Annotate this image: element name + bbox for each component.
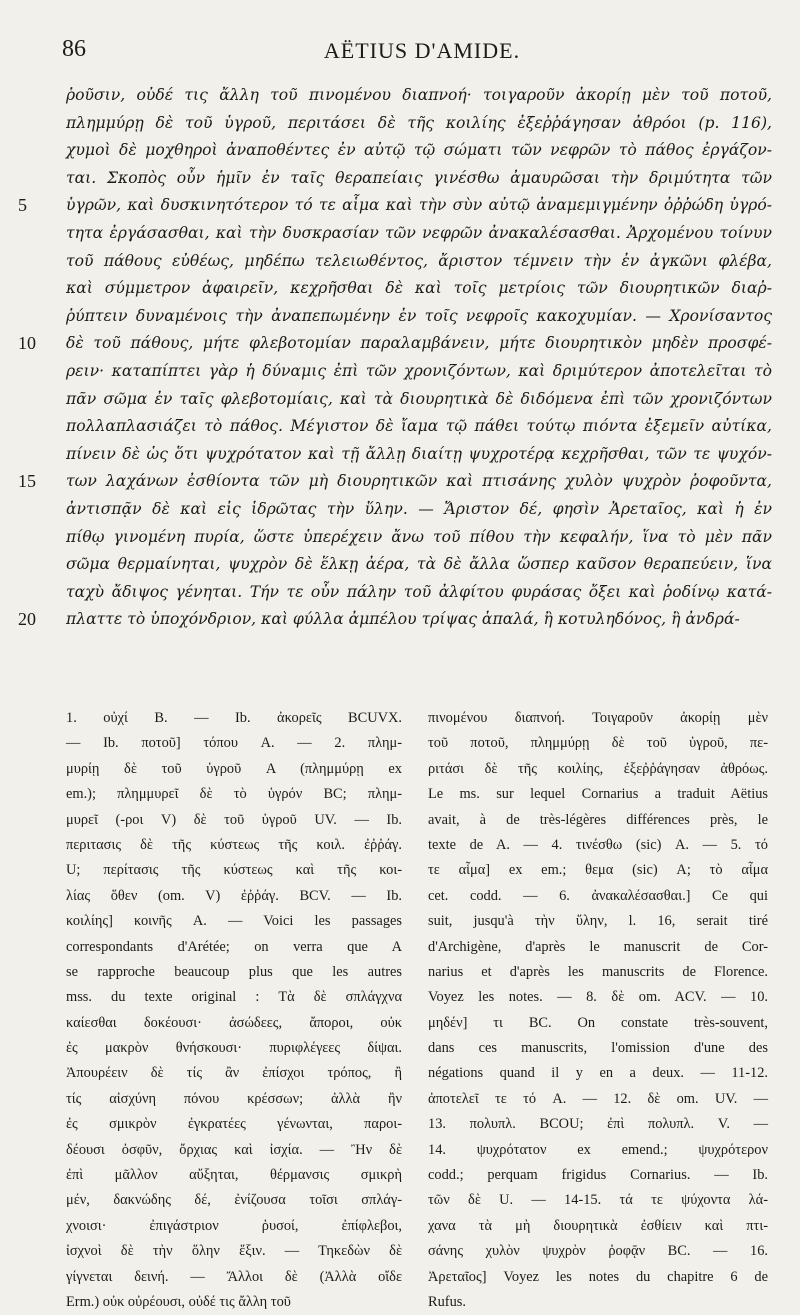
line-text: ὑγρῶν, καὶ δυσκινητότερον τό τε αἷμα καὶ τὴν σὺν αὐτῷ ἀναμεμιγμένην ὀῤῥώδη ὑγρό- <box>66 196 772 215</box>
footnote-line: ἐς μακρὸν θνήσκουσι· πυριφλέγεες δίψαι. <box>66 1040 402 1057</box>
line-text: ταχὺ ἄδιψος γένηται. Τήν τε οὖν πάλην τοῦ ἀλφίτου φυράσας ὄξει καὶ ῥοδίνῳ κατά- <box>66 582 772 601</box>
line-number: 5 <box>18 195 27 216</box>
footnote-line: ἐπὶ μᾶλλον αὔξηται, θέρμανσις σμικρὴ <box>66 1167 402 1184</box>
text-line <box>66 551 772 579</box>
footnote-line: μέν, δακνώδης δέ, ἐνίζουσα τοῖσι σπλάγ- <box>66 1192 402 1209</box>
text-line <box>66 579 772 607</box>
footnote-line: σάνης χυλὸν ψυχρὸν ῥοφᾷν BC. — 16. <box>428 1243 768 1260</box>
text-line <box>66 165 772 193</box>
footnote-line: Le ms. sur lequel Cornarius a traduit Aëtius <box>428 786 768 803</box>
footnote-line: négations quand il y en a deux. — 11-12. <box>428 1065 768 1082</box>
footnote-line: λίας ὅθεν (om. V) ἐῤῥάγ. BCV. — Ib. <box>66 887 402 904</box>
footnote-line: καίεσθαι δοκέουσι· ἀσώδεες, ἄποροι, οὐκ <box>66 1014 402 1031</box>
footnote-line: dans ces manuscrits, l'omission d'une des <box>428 1040 768 1057</box>
text-line <box>18 468 772 496</box>
footnote-line: U; περίτασις τῆς κύστεως καὶ τῆς κοι- <box>66 862 402 879</box>
line-text: πίθῳ γινομένη πυρία, ὥστε ὑπερέχειν ἄνω τοῦ πίθου τὴν κεφαλήν, ἵνα τὸ μὲν πᾶν <box>66 527 772 546</box>
text-line <box>66 248 772 276</box>
footnote-line: περιτασις δὲ τῆς κύστεως τῆς κοιλ. ἐῤῥάγ. <box>66 836 402 853</box>
text-line <box>18 192 772 220</box>
footnote-line: ἐς σμικρὸν ἐγκρατέες γένωνται, παροι- <box>66 1116 402 1133</box>
footnote-line: Rufus. <box>428 1293 466 1310</box>
running-head <box>62 36 782 70</box>
footnotes-left-column <box>66 706 402 1315</box>
footnote-line: 1. οὐχί B. — Ib. ἀκορεῖς BCUVX. <box>66 710 402 726</box>
footnote-line: 14. ψυχρότατον ex emend.; ψυχρότερον <box>428 1141 768 1158</box>
footnote-line: χνοισι· ἐπιγάστριον ῥυσοί, ἐπίφλεβοι, <box>66 1217 402 1234</box>
footnote-line: codd.; perquam frigidus Cornarius. — Ib. <box>428 1167 768 1184</box>
footnote-line: τῶν δὲ U. — 14-15. τά τε ψύχοντα λά- <box>428 1192 768 1209</box>
line-text: πολλαπλασιάζει τὸ πάθος. Μέγιστον δὲ ἴαμα τῷ πάθει τούτῳ πιόντα ἐξεμεῖν αὐτίκα, <box>66 417 772 436</box>
footnote-line: μυρίῃ δὲ τοῦ ὑγροῦ A (πλημμύρῃ ex <box>66 760 402 777</box>
text-line <box>66 275 772 303</box>
text-line <box>66 137 772 165</box>
line-text: πλημμύρῃ δὲ τοῦ ὑγροῦ, περιτάσει δὲ τῆς κοιλίης ἐξεῤῥάγησαν ἀθρόοι (p. 116), <box>66 113 772 132</box>
footnote-line: se rapproche beaucoup plus que les autres <box>66 963 402 980</box>
footnote-line: Voyez les notes. — 8. δὲ om. ACV. — 10. <box>428 989 768 1006</box>
line-text: ἀντισπᾷν δὲ καὶ εἰς ἱδρῶτας τὴν ὕλην. — Ἄριστον δέ, φησὶν Ἀρεταῖος, καὶ ἡ ἐν <box>66 499 772 518</box>
line-text: καὶ σύμμετρον ἀφαιρεῖν, κεχρῆσθαι δὲ καὶ τοῖς μετρίοις τῶν διουρητικῶν διαῤ- <box>66 279 772 298</box>
line-text: τοῦ πάθους εὐθέως, μηδέπω τελειωθέντος, ἄριστον τέμνειν τὴν ἐν ἀγκῶνι φλέβα, <box>66 251 772 270</box>
footnote-line: ἰσχνοὶ δὲ τὴν ὅλην ἕξιν. — Τηκεδὼν δὲ <box>66 1243 402 1260</box>
footnote-line: avait, à de très-légères différences près, le <box>428 811 768 828</box>
footnote-line: mss. du texte original : Τὰ δὲ σπλάγχνα <box>66 989 402 1006</box>
footnote-line: Ἀπουρέειν δὲ τίς ἂν ἐπίσχοι τρόπος, ἢ <box>66 1065 402 1082</box>
line-text: πᾶν σῶμα ἐν ταῖς φλεβοτομίαις, καὶ τὰ διουρητικὰ δὲ διδόμενα ἐπὶ τῶν χρονιζόντων <box>66 389 772 408</box>
page-number: 86 <box>62 36 86 62</box>
greek-main-text <box>18 82 772 634</box>
footnote-line: cet. codd. — 6. ἀνακαλέσασθαι.] Ce qui <box>428 887 768 904</box>
text-line <box>66 82 772 110</box>
line-number: 10 <box>18 333 36 354</box>
line-text: χυμοὶ δὲ μοχθηροὶ ἀναποθέντες ἐν αὐτῷ τῷ σώματι τῶν νεφρῶν τὸ πάθος ἐργάζον- <box>66 141 772 160</box>
text-line <box>66 496 772 524</box>
text-line <box>66 413 772 441</box>
text-line <box>18 330 772 358</box>
line-number: 15 <box>18 471 36 492</box>
text-line <box>66 303 772 331</box>
footnote-line: τε αἷμα] ex em.; θεμα (sic) A; τὸ αἷμα <box>428 862 768 879</box>
text-line <box>66 358 772 386</box>
footnote-line: Erm.) οὐκ οὐρέουσι, οὐδέ τις ἄλλη τοῦ <box>66 1293 291 1310</box>
line-text: τητα ἐργάσασθαι, καὶ τὴν δυσκρασίαν τῶν νεφρῶν ἀνακαλέσασθαι. Ἀρχομένου τοίνυν <box>66 223 772 242</box>
footnote-line: narius et d'après les manuscrits de Florence. <box>428 963 768 980</box>
footnote-line: correspondants d'Arétée; on verra que A <box>66 938 402 955</box>
footnote-line: texte de A. — 4. τινέσθω (sic) A. — 5. τό <box>428 836 768 853</box>
footnote-line: suit, jusqu'à τὴν ὕλην, l. 16, serait tiré <box>428 913 768 930</box>
line-text: ρειν· καταπίπτει γὰρ ἡ δύναμις ἐπὶ τῶν χρονιζόντων, καὶ δριμύτερον ἀποτελεῖται τὸ <box>66 361 772 380</box>
text-line <box>66 441 772 469</box>
text-line <box>66 220 772 248</box>
footnote-line: — Ib. ποτοῦ] τόπου A. — 2. πλημ- <box>66 735 402 752</box>
footnote-line: ριτάσι δὲ τῆς κοιλίης, ἐξεῤῥάγησαν ἀθρόως. <box>428 760 768 777</box>
text-line <box>66 386 772 414</box>
text-line <box>18 606 772 634</box>
text-line <box>66 110 772 138</box>
footnote-line: 13. πολυπλ. BCOU; ἐπὶ πολυπλ. V. — <box>428 1116 768 1133</box>
footnote-line: μυρεῖ (-ροι V) δὲ τοῦ ὑγροῦ UV. — Ib. <box>66 811 402 828</box>
footnote-line: em.); πλημμυρεῖ δὲ τὸ ὑγρόν BC; πλημ- <box>66 786 402 803</box>
line-number: 20 <box>18 609 36 630</box>
line-text: των λαχάνων ἐσθίοντα τῶν μὴ διουρητικῶν καὶ πτισάνης χυλὸν ψυχρὸν ῥοφοῦντα, <box>66 472 772 491</box>
footnote-line: μηδέν] τι BC. On constate très-souvent, <box>428 1014 768 1031</box>
footnote-line: δέουσι ὀσφῦν, ὄρχιας καὶ ἰσχία. — Ἢν δὲ <box>66 1141 402 1158</box>
footnote-line: πινομένου διαπνοή. Τοιγαροῦν ἀκορίῃ μὲν <box>428 710 768 726</box>
footnote-line: γίγνεται δεινή. — Ἄλλοι δὲ (Ἀλλὰ οἴδε <box>66 1268 402 1285</box>
footnotes-right-column <box>428 706 768 1315</box>
footnote-line: τίς αἰσχύνη πόνου κρέσσων; ἀλλὰ ἢν <box>66 1090 402 1107</box>
footnote-line: d'Archigène, d'après le manuscrit de Cor- <box>428 938 768 955</box>
line-text: ῥύπτειν δυναμένοις τὴν ἀναπεπωμένην ἐν τοῖς νεφροῖς κακοχυμίαν. — Χρονίσαντος <box>66 306 772 325</box>
footnote-line: τοῦ ποτοῦ, πλημμύρῃ δὲ τοῦ ὑγροῦ, πε- <box>428 735 768 752</box>
line-text: σῶμα θερμαίνηται, ψυχρὸν δὲ ἕλκῃ ἀέρα, τὰ δὲ ἄλλα ὥσπερ καῦσον θεραπεύειν, ἵνα <box>66 555 772 574</box>
footnote-line: ἀποτελεῖ τε τό A. — 12. δὲ om. UV. — <box>428 1090 768 1107</box>
text-line <box>66 524 772 552</box>
footnote-line: χανα τὰ μὴ διουρητικὰ ἐσθίειν καὶ πτι- <box>428 1217 768 1234</box>
running-title: AËTIUS D'AMIDE. <box>323 38 521 63</box>
line-text: πίνειν δὲ ὡς ὅτι ψυχρότατον καὶ τῇ ἄλλῃ διαίτῃ ψυχροτέρᾳ κεχρῆσθαι, τῶν τε ψυχόν- <box>66 444 772 463</box>
line-text: ται. Σκοπὸς οὖν ἡμῖν ἐν ταῖς θεραπείαις γινέσθω ἀμαυρῶσαι τὴν δριμύτητα τῶν <box>66 168 772 187</box>
line-text: δὲ τοῦ πάθους, μήτε φλεβοτομίαν παραλαμβάνειν, μήτε διουρητικὸν μηδὲν προσφέ- <box>66 334 772 353</box>
footnote-line: κοιλίης] κοινῆς A. — Voici les passages <box>66 913 402 930</box>
line-text: ῥοῦσιν, οὐδέ τις ἄλλη τοῦ πινομένου διαπνοή· τοιγαροῦν ἀκορίῃ μὲν τοῦ ποτοῦ, <box>66 86 772 104</box>
line-text: πλαττε τὸ ὑποχόνδριον, καὶ φύλλα ἀμπέλου τρίψας ἁπαλά, ἢ κοτυληδόνος, ἢ ἀνδρά- <box>66 610 740 629</box>
footnote-line: Ἀρεταῖος] Voyez les notes du chapitre 6 de <box>428 1268 768 1285</box>
